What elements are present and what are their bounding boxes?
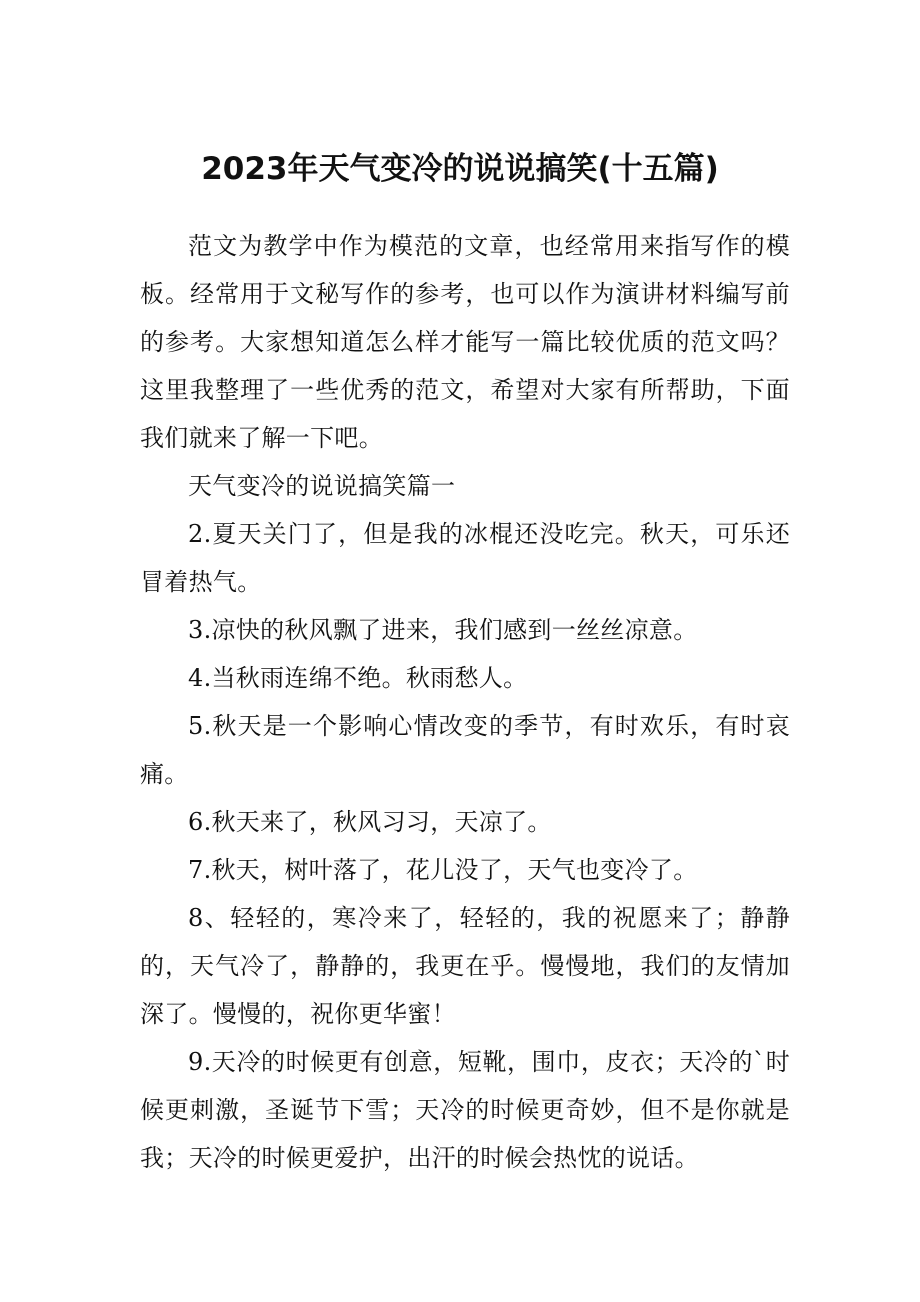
list-item: 6.秋天来了，秋风习习，天凉了。: [188, 808, 552, 836]
list-item: 4.当秋雨连绵不绝。秋雨愁人。: [188, 664, 528, 692]
list-item: 9.天冷的时候更有创意，短靴，围巾，皮衣；天冷的`时候更刺激，圣诞节下雪；天冷的时候更奇妙，但不是你就是我；天冷的时候更爱护，出汗的时候会热忱的说话。: [140, 1048, 790, 1172]
list-item: 7.秋天，树叶落了，花儿没了，天气也变冷了。: [188, 856, 698, 884]
section-heading: 天气变冷的说说搞笑篇一: [188, 472, 456, 500]
list-item: 2.夏天关门了，但是我的冰棍还没吃完。秋天，可乐还冒着热气。: [140, 520, 790, 596]
intro-paragraph: 范文为教学中作为模范的文章，也经常用来指写作的模板。经常用于文秘写作的参考，也可以作为演讲材料编写前的参考。大家想知道怎么样才能写一篇比较优质的范文吗？这里我整理了一些优秀的范文，希望对大家有所帮助，下面我们就来了解一下吧。: [140, 232, 790, 452]
list-item: 8、轻轻的，寒冷来了，轻轻的，我的祝愿来了；静静的，天气冷了，静静的，我更在乎。慢慢地，我们的友情加深了。慢慢的，祝你更华蜜！: [140, 904, 790, 1028]
list-item: 5.秋天是一个影响心情改变的季节，有时欢乐，有时哀痛。: [140, 712, 790, 788]
list-item: 3.凉快的秋风飘了进来，我们感到一丝丝凉意。: [188, 616, 698, 644]
document-body: [140, 222, 790, 1182]
document-title: 2023年天气变冷的说说搞笑(十五篇): [201, 151, 719, 187]
